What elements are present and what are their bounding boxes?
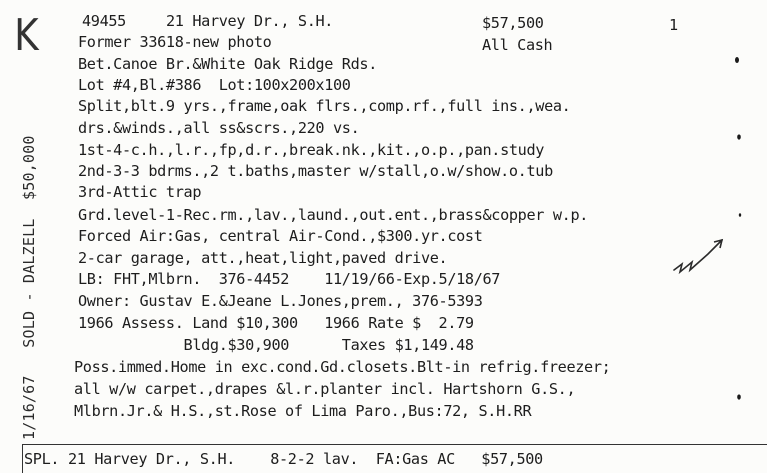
detail-line: Grd.level-1-Rec.rm.,lav.,laund.,out.ent.,brass&copper w.p. (78, 206, 589, 224)
listing-price: $57,500 (482, 14, 544, 32)
handwritten-letter: K (14, 10, 39, 61)
detail-line: Former 33618-new photo (78, 33, 272, 51)
detail-line: Owner: Gustav E.&Jeane L.Jones,prem., 376-5393 (78, 292, 483, 310)
ink-dot (735, 392, 743, 402)
footer-divider (22, 444, 767, 445)
detail-line: Forced Air:Gas, central Air-Cond.,$300.yr.cost (78, 227, 483, 245)
detail-line: Poss.immed.Home in exc.cond.Gd.closets.Blt-in refrig.freezer; (74, 358, 611, 376)
detail-line: Split,blt.9 yrs.,frame,oak flrs.,comp.rf.,full ins.,wea. (78, 97, 571, 115)
detail-line: Bldg.$30,900 Taxes $1,149.48 (78, 336, 474, 354)
pen-check-mark (668, 232, 728, 282)
card-number: 1 (669, 16, 678, 34)
detail-line: 2nd-3-3 bdrms.,2 t.baths,master w/stall,o.w/show.o.tub (78, 162, 553, 180)
sold-stamp: 1/16/67 SOLD - DALZELL $50,000 (20, 135, 38, 440)
detail-line: 1st-4-c.h.,l.r.,fp,d.r.,break.nk.,kit.,o.p.,pan.study (78, 141, 545, 159)
ink-dot (736, 210, 744, 220)
ink-dot (733, 55, 741, 65)
listing-number: 49455 (82, 12, 126, 30)
detail-line: Mlbrn.Jr.& H.S.,st.Rose of Lima Paro.,Bus:72, S.H.RR (74, 402, 532, 420)
detail-line: 1966 Assess. Land $10,300 1966 Rate $ 2.79 (78, 314, 474, 332)
detail-line: Lot #4,Bl.#386 Lot:100x200x100 (78, 76, 351, 94)
payment-terms: All Cash (482, 36, 553, 54)
detail-line: 3rd-Attic trap (78, 183, 202, 201)
footer-left-rule (22, 444, 23, 473)
detail-line: drs.&winds.,all ss&scrs.,220 vs. (78, 119, 360, 137)
footer-summary: SPL. 21 Harvey Dr., S.H. 8-2-2 lav. FA:Gas AC $57,500 (24, 450, 543, 468)
detail-line: Bet.Canoe Br.&White Oak Ridge Rds. (78, 55, 377, 73)
ink-dot (735, 132, 743, 142)
detail-line: 2-car garage, att.,heat,light,paved drive. (78, 249, 448, 267)
listing-address: 21 Harvey Dr., S.H. (166, 12, 334, 30)
detail-line: all w/w carpet.,drapes &l.r.planter incl. Hartshorn G.S., (74, 380, 576, 398)
detail-line: LB: FHT,Mlbrn. 376-4452 11/19/66-Exp.5/18/67 (78, 270, 501, 288)
